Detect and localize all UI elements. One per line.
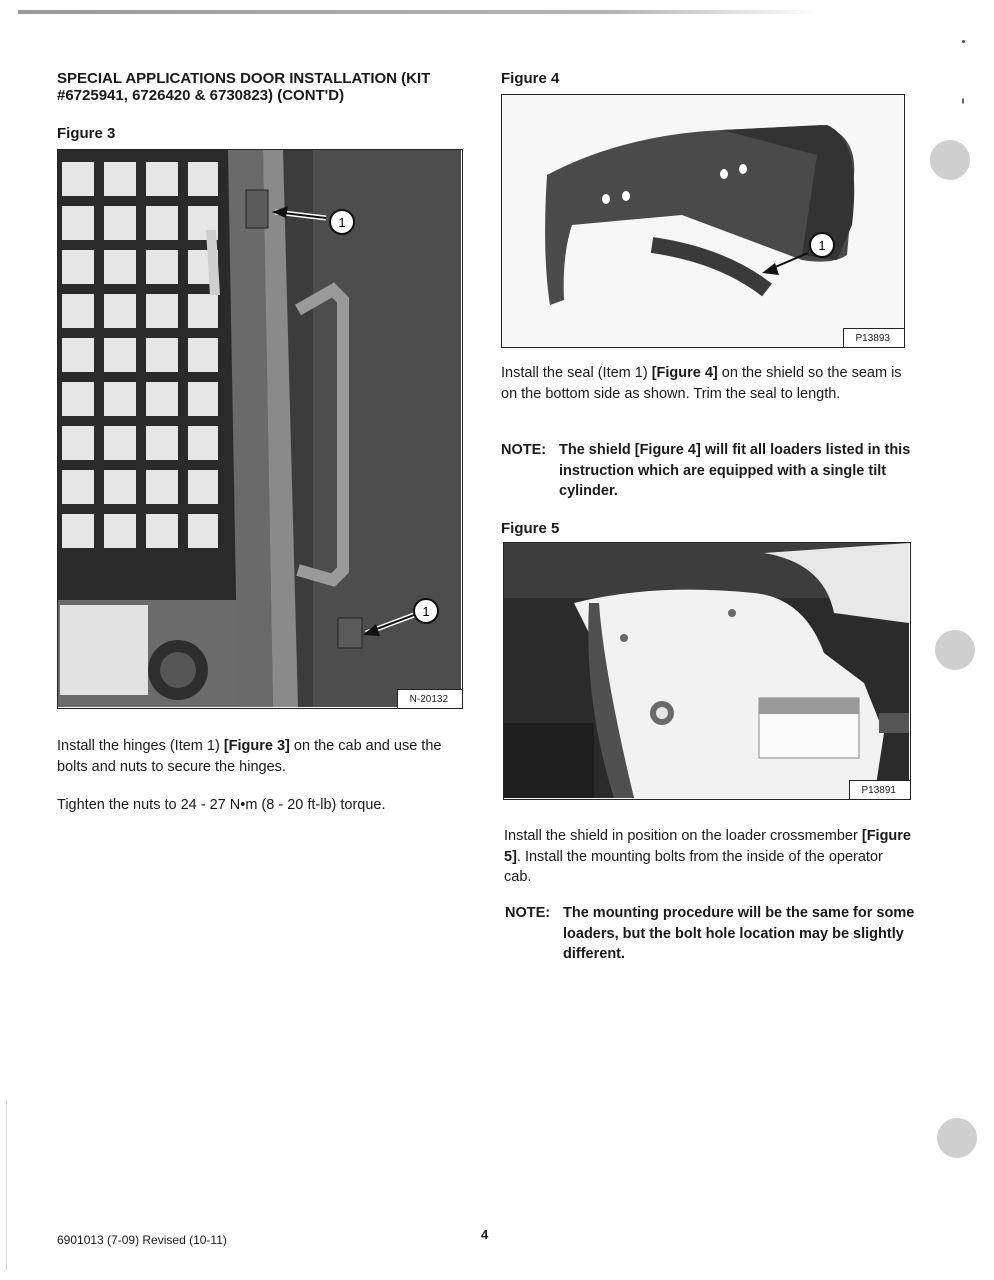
figure-4-label: Figure 4 (501, 70, 560, 87)
figure-4-photo-code: P13893 (843, 328, 904, 347)
instruction-text: Install the seal (Item 1) (501, 365, 652, 381)
note-text: The mounting procedure will be the same for some loaders, but the bolt hole location may be slightly different. (563, 905, 915, 962)
note-text: The shield [Figure 4] will fit all loaders listed in this instruction which are equipped with a single tilt cylinder. (559, 442, 911, 499)
binder-hole-top (930, 140, 970, 180)
figure-5-label: Figure 5 (501, 520, 560, 537)
figure-reference: [Figure 4] (651, 365, 718, 381)
scan-speck (962, 40, 965, 43)
figure-5-photo-code: P13891 (849, 780, 910, 799)
top-scan-rule (18, 10, 818, 14)
figure-3-photo (57, 149, 463, 709)
figure-3-label: Figure 3 (57, 125, 116, 142)
scan-speck (962, 98, 964, 104)
figure-4-photo (501, 94, 905, 348)
cab-door-hinge-photo (58, 150, 461, 707)
figure-reference: [Figure 5] (504, 828, 911, 865)
callout-number: 1 (818, 238, 826, 253)
figure-4-note (501, 440, 911, 502)
figure-4-instruction (501, 363, 911, 404)
figure-3-instruction (57, 736, 467, 777)
torque-instruction: Tighten the nuts to 24 - 27 N•m (8 - 20 ft-lb) torque. (57, 797, 386, 813)
instruction-text: Install the hinges (Item 1) (57, 738, 224, 754)
callout-number: 1 (422, 604, 430, 619)
figure-5-note (505, 903, 915, 965)
shield-seal-photo (502, 95, 903, 346)
figure-5-photo (503, 542, 911, 800)
document-code: 6901013 (7-09) Revised (10-11) (57, 1233, 227, 1247)
section-heading: SPECIAL APPLICATIONS DOOR INSTALLATION (KIT #6725941, 6726420 & 6730823) (CONT'D) (57, 70, 431, 104)
note-label: NOTE: (505, 905, 551, 921)
scan-edge-line (6, 1100, 7, 1270)
note-label: NOTE: (501, 442, 547, 458)
instruction-text: . Install the mounting bolts from the inside of the operator cab. (504, 848, 883, 885)
figure-reference: [Figure 3] (223, 738, 290, 754)
instruction-text: on the shield so the seam is on the bottom side as shown. Trim the seal to length. (501, 365, 902, 402)
binder-hole-middle (935, 630, 975, 670)
instruction-text: Install the shield in position on the loader crossmember (504, 828, 862, 844)
figure-3-photo-code: N-20132 (397, 689, 462, 708)
figure-5-instruction (504, 826, 914, 888)
callout-number: 1 (338, 215, 346, 230)
page-number: 4 (481, 1227, 489, 1242)
binder-hole-bottom (937, 1118, 977, 1158)
shield-mounted-photo (504, 543, 909, 798)
door-grille (58, 150, 243, 600)
instruction-text: on the cab and use the bolts and nuts to secure the hinges. (57, 738, 442, 775)
